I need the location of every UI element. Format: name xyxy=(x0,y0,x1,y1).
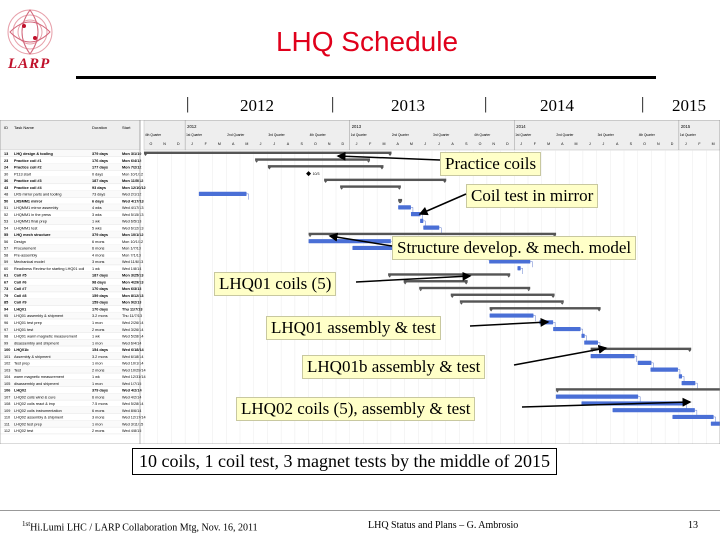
row-start: Mon 6/4/12 xyxy=(122,158,142,163)
row-id: 13 xyxy=(4,152,9,156)
callout-coil-test-mirror: Coil test in mirror xyxy=(466,184,598,208)
row-start: Wed 10/29/14 xyxy=(122,368,146,373)
row-id: 51 xyxy=(4,206,9,211)
timeline-quarter: 1st Quarter xyxy=(350,133,367,137)
row-task-name: Procurement xyxy=(14,246,36,251)
year-label-2014: 2014 xyxy=(540,96,574,115)
row-task-name: LHQMM1 mirror assembly xyxy=(14,206,59,211)
row-task-name: Design xyxy=(14,239,26,244)
timeline-month: M xyxy=(574,142,578,146)
timeline-quarter: 2nd Quarter xyxy=(391,133,409,137)
callout-lhq01-coils: LHQ01 coils (5) xyxy=(214,272,336,296)
row-task-name: LHQ02 test prep xyxy=(14,422,42,427)
timeline-month: S xyxy=(465,142,468,146)
row-id: 99 xyxy=(4,341,9,346)
row-id: 23 xyxy=(4,158,9,163)
row-id: 56 xyxy=(4,239,9,244)
row-start: Wed 4/17/13 xyxy=(122,206,144,211)
row-duration: 154 days xyxy=(92,348,109,353)
timeline-month: J xyxy=(684,142,687,146)
callout-lhq02: LHQ02 coils (5), assembly & test xyxy=(236,397,475,421)
row-id: 85 xyxy=(4,300,9,305)
timeline-month: A xyxy=(286,142,290,146)
row-start: Wed 4/2/14 xyxy=(122,388,142,393)
row-task-name: LHQMM1 final prep xyxy=(14,219,47,224)
timeline-month: A xyxy=(561,142,564,146)
row-task-name: Coil #9 xyxy=(14,300,27,305)
arrow-coil-mirror xyxy=(420,194,466,214)
row-task-name: LHQ02 assembly & shipment xyxy=(14,415,64,420)
timeline-month: M xyxy=(245,142,249,146)
row-id: 24 xyxy=(4,165,9,170)
year-separator: | xyxy=(186,94,190,113)
row-id: 48 xyxy=(4,192,9,197)
page-title: LHQ Schedule xyxy=(275,26,459,57)
row-start: Wed 4/2/14 xyxy=(122,395,142,400)
arrow-lhq01b xyxy=(514,348,606,365)
row-duration: 5 wks xyxy=(92,226,102,231)
timeline-month: J xyxy=(520,142,523,146)
row-task-name: LHQ01 assembly & shipment xyxy=(14,314,64,319)
row-task-name: Readiness Review for starting LHQ01 coil xyxy=(14,266,85,271)
row-duration: 6 mons xyxy=(92,246,105,251)
timeline-month: J xyxy=(424,142,427,146)
row-id: 100 xyxy=(4,348,11,353)
row-id: 43 xyxy=(4,185,9,190)
row-task-name: Assembly & shipment xyxy=(14,354,51,359)
timeline-month: O xyxy=(478,142,482,146)
row-task-name: warm magnetic measurement xyxy=(14,375,65,380)
row-duration: 379 days xyxy=(92,233,109,238)
timeline-month: J xyxy=(602,142,605,146)
row-duration: 3.2 mons xyxy=(92,314,108,319)
row-id: 55 xyxy=(4,233,9,238)
row-start: Wed 6/4/14 xyxy=(122,341,142,346)
row-task-name: Practice coil #3 xyxy=(14,179,42,184)
row-task-name: LHQ02 test xyxy=(14,429,34,434)
year-separator: | xyxy=(484,94,488,113)
row-duration: 2 mons xyxy=(92,327,105,332)
row-duration: 187 days xyxy=(92,179,109,184)
row-start: Wed 6/5/13 xyxy=(122,219,142,224)
timeline-month: F xyxy=(698,142,701,146)
row-id: 53 xyxy=(4,219,9,224)
row-id: 96 xyxy=(4,321,9,325)
row-id: 79 xyxy=(4,293,9,298)
row-duration: 1 mon xyxy=(92,341,103,346)
row-task-name: Coil #8 xyxy=(14,293,27,298)
row-start: Wed 6/18/14 xyxy=(122,348,144,353)
row-id: 102 xyxy=(4,361,11,366)
row-duration: 6 mons xyxy=(92,395,105,400)
timeline-month: J xyxy=(588,142,591,146)
row-start: Wed 5/28/14 xyxy=(122,334,144,339)
timeline-month: O xyxy=(314,142,317,146)
logo-text: LARP xyxy=(8,56,51,72)
row-duration: 3 wks xyxy=(92,212,102,217)
timeline-month: J xyxy=(273,142,276,146)
row-start: Mon 8/12/13 xyxy=(122,293,144,298)
row-id: 58 xyxy=(4,253,9,258)
row-duration: 7.5 mons xyxy=(92,402,108,407)
timeline-month: M xyxy=(217,142,221,146)
row-id: 106 xyxy=(4,388,11,393)
timeline-month: F xyxy=(533,142,536,146)
timeline-month: S xyxy=(300,142,303,146)
row-start: Wed 2/1/12 xyxy=(122,192,142,197)
footer-left-sup: 1st xyxy=(22,520,31,528)
row-duration: 170 days xyxy=(92,307,109,312)
timeline-year: 2013 xyxy=(351,124,362,129)
row-task-name: LHQ02 xyxy=(14,388,27,393)
timeline-quarter: 4th Quarter xyxy=(145,133,162,137)
row-id: 95 xyxy=(4,314,9,319)
timeline-quarter: 3rd Quarter xyxy=(597,133,614,137)
year-label-2013: 2013 xyxy=(391,96,425,115)
timeline-month: J xyxy=(437,142,440,146)
callout-lhq01-assembly: LHQ01 assembly & test xyxy=(266,316,441,340)
year-separator: | xyxy=(641,94,645,113)
row-task-name: Test xyxy=(14,368,21,373)
timeline-quarter: 4th Quarter xyxy=(474,133,491,137)
row-id: 101 xyxy=(4,354,11,359)
row-start: Wed 11/6/13 xyxy=(122,260,144,265)
footer-center: LHQ Status and Plans – G. Ambrosio xyxy=(368,520,519,531)
row-start: Mon 6/3/13 xyxy=(122,287,142,292)
timeline-year: 2015 xyxy=(680,124,691,129)
row-task-name: disassembly and shipment xyxy=(14,381,59,386)
row-task-name: Practice coil #4 xyxy=(14,185,42,190)
row-id: 97 xyxy=(4,327,9,332)
timeline-month: D xyxy=(506,142,509,146)
row-id: 61 xyxy=(4,273,9,278)
timeline-month: A xyxy=(615,142,619,146)
row-duration: 170 days xyxy=(92,287,109,292)
row-start: Mon 3/25/13 xyxy=(122,273,144,278)
timeline-month: J xyxy=(355,142,358,146)
timeline-month: D xyxy=(341,142,345,146)
row-id: 52 xyxy=(4,212,9,217)
row-start: Mon 11/5/12 xyxy=(122,179,144,184)
row-start: Wed 1/7/15 xyxy=(122,381,142,386)
timeline-month: N xyxy=(163,142,166,146)
row-id: 59 xyxy=(4,260,9,265)
row-start: Mon 12/10/12 xyxy=(122,185,146,190)
timeline-month: A xyxy=(231,142,235,146)
row-duration: 159 days xyxy=(92,300,109,305)
arrow-lhq01-coils xyxy=(356,276,470,282)
row-duration: 1 wk xyxy=(92,266,100,271)
row-id: 36 xyxy=(4,179,9,184)
row-start: Mon 10/1/12 xyxy=(122,172,144,177)
row-id: 94 xyxy=(4,307,9,312)
milestone-label: 10/3 xyxy=(312,172,320,177)
timeline-month: O xyxy=(149,142,153,146)
row-id: 50 xyxy=(4,199,9,204)
row-task-name: LRS mirror parts and tooling xyxy=(14,192,62,197)
timeline-month: M xyxy=(711,142,715,146)
footer-left-text: Hi.Lumi LHC / LARP Collaboration Mtg, Nov. 16, 2011 xyxy=(30,522,258,534)
row-duration: 1 wk xyxy=(92,334,100,339)
timeline-month: D xyxy=(670,142,674,146)
row-task-name: LHQ02 coils instrumentation xyxy=(14,408,62,413)
row-id: 98 xyxy=(4,334,9,339)
timeline-month: S xyxy=(629,142,633,146)
timeline-month: N xyxy=(327,142,331,146)
row-task-name: LHQ02 coils react & imp xyxy=(14,402,55,407)
arrow-lhq02 xyxy=(522,402,690,407)
row-id: 107 xyxy=(4,395,11,400)
timeline-quarter: 4th Quarter xyxy=(638,133,655,137)
row-start: Wed 3/11/15 xyxy=(122,422,144,427)
timeline-month: N xyxy=(492,142,496,146)
timeline-month: D xyxy=(176,142,180,146)
row-task-name: LHQMM1 test xyxy=(14,226,38,231)
row-id: 105 xyxy=(4,381,11,386)
row-id: 103 xyxy=(4,368,11,373)
row-duration: 1 wk xyxy=(92,219,100,224)
summary-box: 10 coils, 1 coil test, 3 magnet tests by the middle of 2015 xyxy=(132,448,557,475)
row-duration: 379 days xyxy=(92,388,109,393)
row-start: Wed 12/17/14 xyxy=(122,415,146,420)
header-duration: Duration xyxy=(92,125,108,130)
row-start: Mon 9/2/13 xyxy=(122,300,142,305)
timeline-month: O xyxy=(643,142,646,146)
row-id: 110 xyxy=(4,415,11,420)
row-duration: 3 mons xyxy=(92,260,105,265)
arrow-lhq01-assembly xyxy=(470,322,548,326)
row-task-name: Practice coil #1 xyxy=(14,158,42,163)
year-label-2015: 2015 xyxy=(672,96,706,115)
row-duration: 379 days xyxy=(92,152,109,156)
row-duration: 4 mons xyxy=(92,253,105,258)
row-duration: 159 days xyxy=(92,293,109,298)
callout-lhq01b-assembly: LHQ01b assembly & test xyxy=(302,355,485,379)
timeline-month: N xyxy=(656,142,660,146)
row-duration: 0 days xyxy=(92,172,104,177)
row-id: 30 xyxy=(4,172,9,177)
row-duration: 1 wk xyxy=(92,375,100,380)
row-start: Wed 12/31/14 xyxy=(122,375,146,380)
row-duration: 187 days xyxy=(92,273,109,278)
header-start: Start xyxy=(122,125,131,130)
row-id: 104 xyxy=(4,375,11,380)
row-start: Thu 11/7/13 xyxy=(122,307,143,312)
row-start: Mon 3/1/10 xyxy=(122,152,142,156)
row-start: Mon 1/7/13 xyxy=(122,246,141,251)
timeline-year: 2012 xyxy=(187,124,197,129)
page-number: 13 xyxy=(688,520,698,531)
timeline-quarter: 1st Quarter xyxy=(515,133,532,137)
row-start: Mon 7/1/13 xyxy=(122,253,141,258)
timeline-quarter: 1st Quarter xyxy=(679,133,696,137)
row-start: Wed 4/17/13 xyxy=(122,199,144,204)
callout-structure: Structure develop. & mech. model xyxy=(392,236,636,260)
row-duration: 93 days xyxy=(92,185,106,190)
row-task-name: Coil #7 xyxy=(14,287,27,292)
year-separator: | xyxy=(331,94,335,113)
row-task-name: LRSMM1 mirror xyxy=(14,199,43,204)
footer-left xyxy=(22,520,258,533)
row-task-name: Coil #6 xyxy=(14,280,27,285)
row-start: Wed 6/18/14 xyxy=(122,354,144,359)
row-start: Wed 5/28/14 xyxy=(122,402,144,407)
timeline-quarter: 3rd Quarter xyxy=(433,133,450,137)
row-id: 57 xyxy=(4,246,9,251)
row-duration: 6 days xyxy=(92,199,104,204)
row-id: 67 xyxy=(4,280,9,285)
row-task-name: LHQMM1 in the press xyxy=(14,212,51,217)
row-task-name: disassembly and shipment xyxy=(14,341,59,346)
row-task-name: Mechanical model xyxy=(14,260,45,265)
header-task: Task Name xyxy=(14,125,35,130)
timeline-month: A xyxy=(451,142,454,146)
timeline-month: A xyxy=(396,142,399,146)
row-start: Mon 4/29/13 xyxy=(122,280,144,285)
row-task-name: Pre-assembly xyxy=(14,253,38,258)
row-duration: 1 mon xyxy=(92,381,103,386)
row-duration: 1 mon xyxy=(92,361,103,366)
timeline-year: 2014 xyxy=(516,124,526,129)
row-duration: 2 mons xyxy=(92,368,105,373)
row-start: Wed 2/26/14 xyxy=(122,321,144,325)
row-duration: 2 mons xyxy=(92,429,105,434)
row-id: 73 xyxy=(4,287,9,292)
timeline-month: J xyxy=(259,142,262,146)
arrow-practice-coils xyxy=(338,156,440,160)
row-task-name: LHQ mech structure xyxy=(14,233,51,238)
row-start: Wed 1/8/14 xyxy=(122,266,142,271)
timeline-month: M xyxy=(382,142,386,146)
row-duration: 176 days xyxy=(92,158,109,163)
row-task-name: LHQ01 warm magnetic measurement xyxy=(14,334,78,339)
row-duration: 3 mons xyxy=(92,415,105,420)
row-task-name: LHQ01 test xyxy=(14,327,34,332)
footer-divider xyxy=(0,510,720,511)
row-start: Mon 10/1/12 xyxy=(122,239,144,244)
row-start: Wed 4/8/15 xyxy=(122,429,142,434)
row-task-name: LHQ01 test prep xyxy=(14,321,42,325)
row-start: Mon 7/2/12 xyxy=(122,165,142,170)
row-id: 111 xyxy=(4,422,10,427)
timeline-quarter: 2nd Quarter xyxy=(556,133,574,137)
row-start: Mon 10/1/12 xyxy=(122,233,144,238)
header-id: ID xyxy=(4,125,8,130)
year-label-2012: 2012 xyxy=(240,96,274,115)
row-task-name: LHQ design & tooling xyxy=(14,152,53,156)
row-duration: 98 days xyxy=(92,280,106,285)
timeline-quarter: 3rd Quarter xyxy=(268,133,285,137)
row-duration: 1 mon xyxy=(92,321,103,325)
row-task-name: Coil #5 xyxy=(14,273,27,278)
row-duration: 6 mons xyxy=(92,239,105,244)
row-task-name: Practice coil #2 xyxy=(14,165,42,170)
row-start: Wed 3/26/14 xyxy=(122,327,144,332)
row-task-name: LHQ01b xyxy=(14,348,29,353)
arrow-structure xyxy=(330,236,392,246)
row-duration: 3.2 mons xyxy=(92,354,108,359)
row-id: 54 xyxy=(4,226,9,231)
timeline-month: J xyxy=(191,142,193,146)
timeline-month: M xyxy=(409,142,413,146)
row-task-name: LHQ02 coils wind & cure xyxy=(14,395,56,400)
row-id: 112 xyxy=(4,429,11,434)
timeline-month: M xyxy=(547,142,551,146)
row-duration: 177 days xyxy=(92,165,109,170)
row-task-name: Test prep xyxy=(14,361,30,366)
row-start: Wed 5/15/13 xyxy=(122,212,144,217)
row-duration: 4 wks xyxy=(92,206,102,211)
row-duration: 6 mons xyxy=(92,408,105,413)
row-duration: 73 days xyxy=(92,192,106,197)
row-start: Wed 10/1/14 xyxy=(122,361,144,366)
row-task-name: P113 start xyxy=(14,172,32,177)
row-start: Wed 6/12/13 xyxy=(122,226,144,231)
row-id: 109 xyxy=(4,408,11,413)
callout-practice-coils: Practice coils xyxy=(440,152,541,176)
timeline-month: F xyxy=(204,142,207,146)
timeline-month: F xyxy=(369,142,372,146)
timeline-quarter: 4th Quarter xyxy=(309,133,326,137)
row-id: 108 xyxy=(4,402,11,407)
row-duration: 1 mon xyxy=(92,422,103,427)
timeline-quarter: 1st Quarter xyxy=(186,133,203,137)
row-start: Wed 8/6/14 xyxy=(122,408,142,413)
row-start: Thu 11/7/13 xyxy=(122,314,142,319)
timeline-quarter: 2nd Quarter xyxy=(227,133,245,137)
row-id: 60 xyxy=(4,266,9,271)
row-task-name: LHQ01 xyxy=(14,307,27,312)
